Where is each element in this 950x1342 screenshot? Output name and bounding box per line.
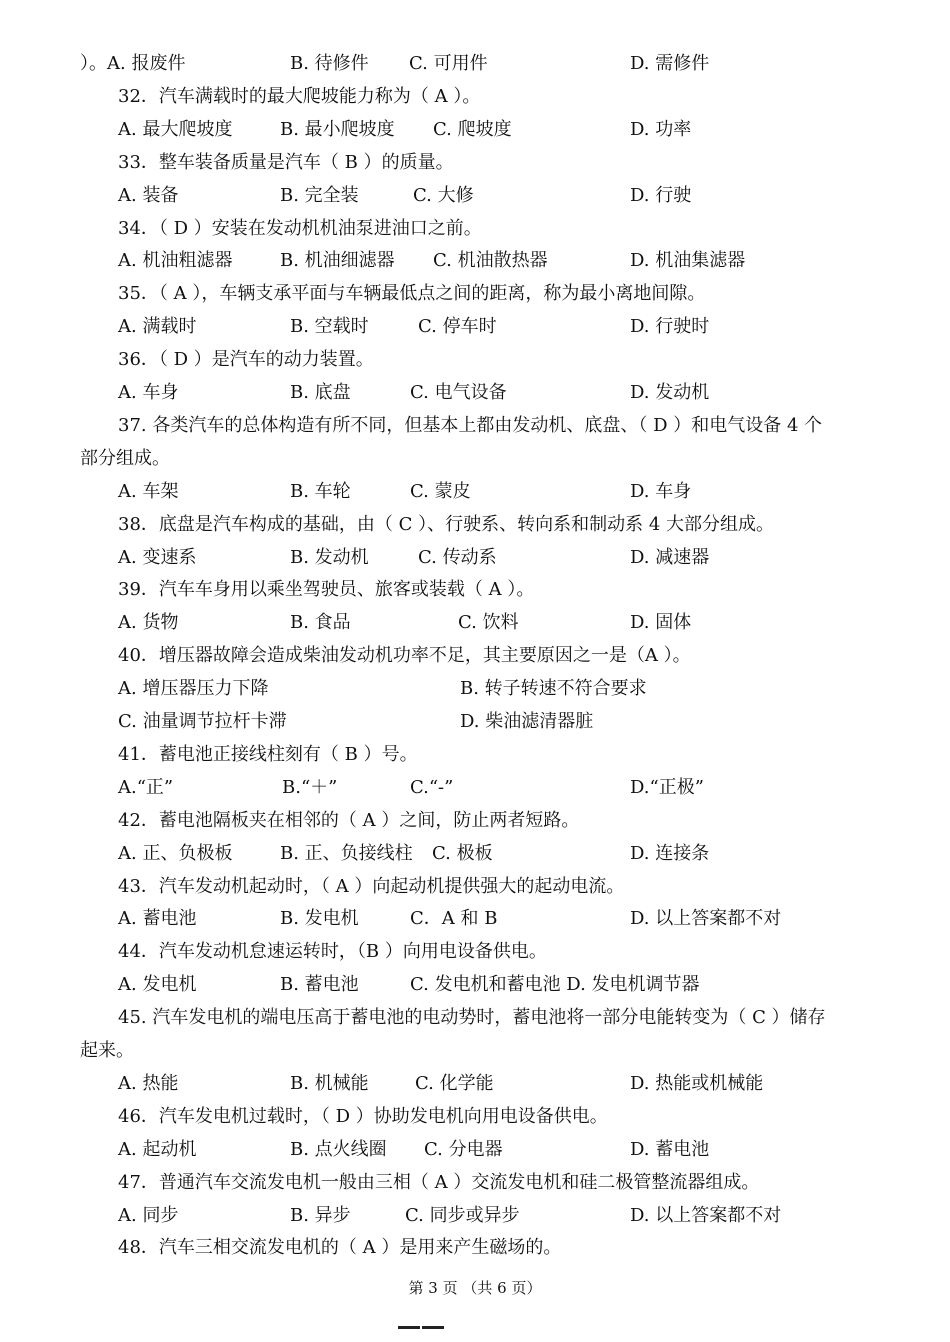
answer-option: B. 底盘 (290, 382, 351, 403)
question-line (0, 738, 950, 771)
answer-option: B. 完全装 (280, 184, 359, 206)
answer-option: A. 起动机 (118, 1138, 197, 1160)
question-line (0, 1001, 950, 1034)
answer-option: A. 装备 (118, 184, 179, 206)
question-line (0, 146, 950, 179)
answer-option: D. 柴油滤清器脏 (460, 711, 594, 732)
options-line (0, 376, 950, 409)
options-line (0, 310, 950, 343)
options-line (0, 968, 950, 1001)
answer-option: B. 机械能 (290, 1072, 369, 1094)
options-line (0, 705, 950, 738)
answer-option: C．A 和 B (410, 908, 498, 930)
answer-option: B. 食品 (290, 612, 351, 634)
answer-option: C. 油量调节拉杆卡滞 (118, 711, 287, 732)
answer-option: A. 增压器压力下降 (118, 678, 269, 700)
options-line (0, 902, 950, 935)
answer-option: D. 行驶时 (630, 316, 710, 338)
options-line (0, 475, 950, 508)
question-text: 44．汽车发动机怠速运转时，（B ）向用电设备供电。 (118, 941, 547, 963)
answer-option: A. 机油粗滤器 (118, 250, 233, 272)
question-text: 36．（ D ）是汽车的动力装置。 (118, 349, 374, 371)
question-line (0, 409, 950, 442)
answer-option: B. 发动机 (290, 546, 369, 568)
answer-option: A. 发电机 (118, 974, 197, 996)
answer-option: B. 最小爬坡度 (280, 118, 395, 140)
answer-option: A. 蓄电池 (118, 908, 197, 930)
question-text: 48．汽车三相交流发电机的（ A ）是用来产生磁场的。 (118, 1237, 562, 1259)
answer-option: A.“正” (118, 776, 174, 798)
crop-mark-left (398, 1326, 420, 1337)
answer-option: A. 最大爬坡度 (118, 118, 233, 140)
answer-option: D. 发动机 (630, 382, 710, 403)
answer-option: D. 固体 (630, 612, 692, 634)
question-line (0, 212, 950, 245)
question-text: 47．普通汽车交流发电机一般由三相（ A ）交流发电机和硅二极管整流器组成。 (118, 1171, 760, 1193)
question-line (0, 1166, 950, 1199)
answer-option: D. 蓄电池 (630, 1138, 710, 1160)
answer-option: B. 正、负接线柱 (280, 842, 413, 864)
question-text-continued: 部分组成。 (80, 447, 170, 469)
question-line (0, 804, 950, 837)
answer-option: C. 分电器 (424, 1138, 503, 1160)
answer-option: B. 发电机 (280, 908, 359, 930)
question-text: 35．（ A ），车辆支承平面与车辆最低点之间的距离，称为最小离地间隙。 (118, 283, 706, 305)
answer-option: C. 饮料 (458, 612, 519, 634)
answer-option: D.“正极” (630, 776, 704, 798)
answer-option: B. 机油细滤器 (280, 250, 395, 272)
answer-option: C. 极板 (432, 842, 493, 864)
answer-option: C. 机油散热器 (433, 250, 548, 272)
question-text-continued: 起来。 (80, 1040, 134, 1061)
answer-option: C. 发电机和蓄电池 D. 发电机调节器 (410, 974, 700, 996)
answer-option: C. 电气设备 (410, 382, 507, 403)
answer-option: D. 以上答案都不对 (630, 908, 782, 930)
answer-option: B. 车轮 (290, 480, 351, 502)
page-footer: 第 3 页 （共 6 页） (408, 1279, 542, 1297)
question-line (0, 1100, 950, 1133)
question-text: 38．底盘是汽车构成的基础，由（ C ）、行驶系、转向系和制动系 4 大部分组成。 (118, 513, 775, 535)
question-continuation-line (0, 1034, 950, 1067)
options-line (0, 1133, 950, 1166)
question-line (0, 508, 950, 541)
question-line (0, 573, 950, 606)
question-line (0, 80, 950, 113)
answer-option: C. 爬坡度 (433, 118, 512, 140)
question-text: 39．汽车车身用以乘坐驾驶员、旅客或装载（ A ）。 (118, 579, 535, 601)
answer-option: B. 空载时 (290, 316, 369, 338)
answer-option: ）。A. 报废件 (80, 53, 186, 74)
question-text: 42．蓄电池隔板夹在相邻的（ A ）之间，防止两者短路。 (118, 809, 580, 831)
options-line (0, 672, 950, 705)
question-line (0, 870, 950, 903)
options-line (0, 47, 950, 80)
answer-option: D. 以上答案都不对 (630, 1204, 782, 1226)
answer-option: C. 大修 (413, 184, 474, 206)
answer-option: C. 传动系 (418, 546, 497, 568)
answer-option: D. 连接条 (630, 842, 710, 864)
question-continuation-line (0, 442, 950, 475)
answer-option: A. 热能 (118, 1072, 179, 1094)
options-line (0, 244, 950, 277)
answer-option: D. 热能或机械能 (630, 1072, 764, 1094)
question-text: 46．汽车发电机过载时，（ D ）协助发电机向用电设备供电。 (118, 1105, 608, 1127)
answer-option: C. 化学能 (415, 1072, 494, 1094)
answer-option: B. 点火线圈 (290, 1138, 387, 1160)
answer-option: D. 机油集滤器 (630, 250, 746, 272)
answer-option: A. 变速系 (118, 546, 197, 568)
answer-option: D. 车身 (630, 480, 692, 502)
question-line (0, 343, 950, 376)
answer-option: D. 行驶 (630, 184, 692, 206)
answer-option: B. 转子转速不符合要求 (460, 678, 647, 700)
answer-option: B. 异步 (290, 1204, 351, 1226)
answer-option: C. 可用件 (409, 53, 488, 74)
options-line (0, 837, 950, 870)
answer-option: C. 蒙皮 (410, 480, 471, 502)
question-text: 41．蓄电池正接线柱刻有（ B ）号。 (118, 743, 418, 765)
answer-option: B. 待修件 (290, 53, 369, 74)
question-text: 34．（ D ）安装在发动机机油泵进油口之前。 (118, 217, 482, 239)
question-text: 37. 各类汽车的总体构造有所不同，但基本上都由发动机、底盘、（ D ）和电气设备 4 个 (118, 414, 823, 436)
answer-option: A. 货物 (118, 612, 179, 634)
question-line (0, 1231, 950, 1264)
options-line (0, 606, 950, 639)
options-line (0, 1067, 950, 1100)
question-text: 32．汽车满载时的最大爬坡能力称为（ A ）。 (118, 85, 481, 107)
answer-option: A. 正、负极板 (118, 842, 233, 864)
crop-mark-right (422, 1326, 444, 1337)
question-text: 43．汽车发动机起动时，（ A ）向起动机提供强大的起动电流。 (118, 875, 625, 897)
question-text: 33．整车装备质量是汽车（ B ）的质量。 (118, 151, 454, 173)
answer-option: A. 满载时 (118, 316, 197, 338)
answer-option: A. 车架 (118, 480, 179, 502)
options-line (0, 179, 950, 212)
question-text: 40．增压器故障会造成柴油发动机功率不足，其主要原因之一是（A ）。 (118, 645, 691, 667)
options-line (0, 541, 950, 574)
options-line (0, 771, 950, 804)
options-line (0, 1199, 950, 1232)
answer-option: C. 停车时 (418, 316, 497, 338)
question-text: 45. 汽车发电机的端电压高于蓄电池的电动势时，蓄电池将一部分电能转变为（ C ）储存 (118, 1007, 826, 1029)
answer-option: C.“-” (410, 776, 454, 798)
answer-option: D. 功率 (630, 118, 692, 140)
answer-option: B. 蓄电池 (280, 974, 359, 996)
answer-option: B.“＋” (282, 776, 338, 798)
answer-option: D. 需修件 (630, 53, 710, 74)
answer-option: C. 同步或异步 (405, 1204, 520, 1226)
answer-option: D. 减速器 (630, 546, 710, 568)
question-line (0, 277, 950, 310)
answer-option: A. 同步 (118, 1204, 179, 1226)
options-line (0, 113, 950, 146)
question-line (0, 935, 950, 968)
answer-option: A. 车身 (118, 382, 179, 403)
question-line (0, 639, 950, 672)
